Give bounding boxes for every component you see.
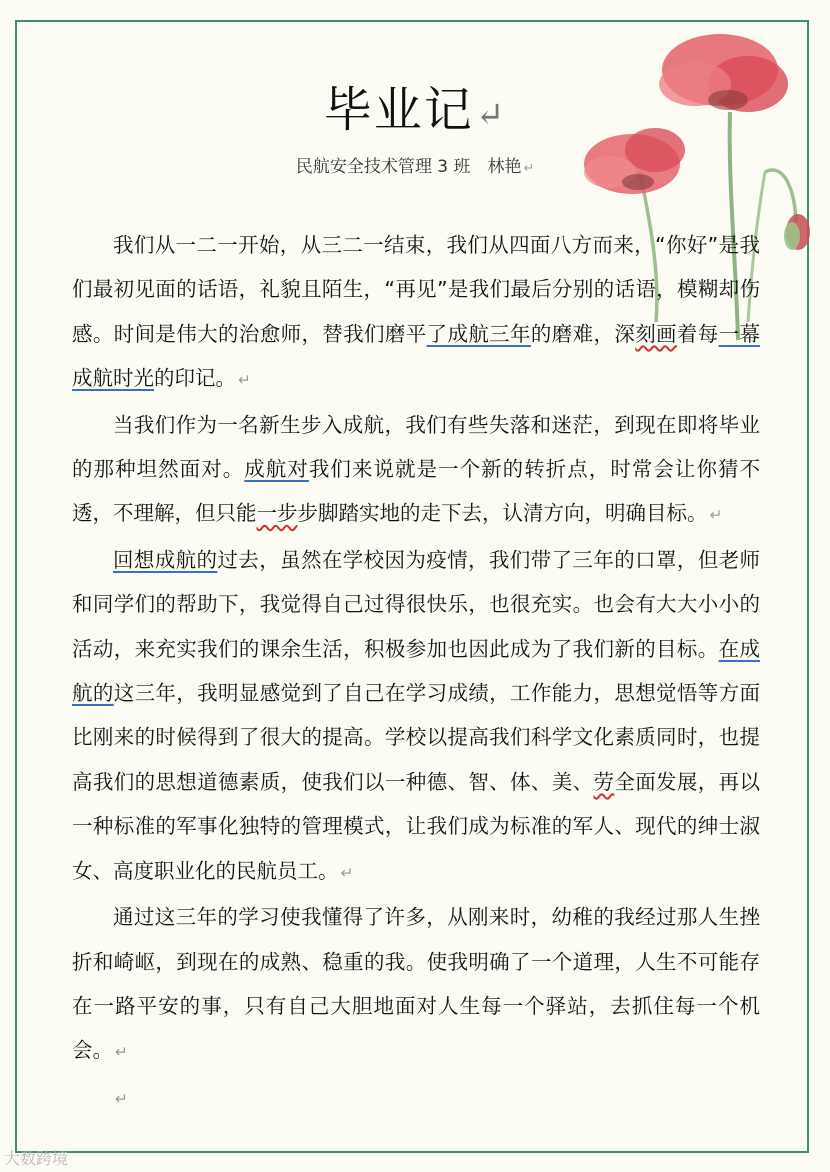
grammar-underline-text: 了成航三年 [426,321,531,346]
paragraph-mark-icon: ↵ [709,506,723,525]
paragraph-text: 全面发展，再以一种标准的军事化独特的管理模式，让我们成为标准的军人、现代的绅士淑女、高度职业化的民航员工。 [72,769,760,883]
spelling-underline-text: 劳 [593,769,615,794]
paragraph [72,895,760,1075]
paragraph-mark-icon: ↵ [115,1089,128,1108]
paragraph-mark-icon: ↵ [523,161,535,176]
paragraph-text: 这三年，我明显感觉到了自己在学习成绩，工作能力，思想觉悟等方面比刚来的时候得到了很大的提高。学校以提高我们科学文化素质同时，也提高我们的思想道德素质，使我们以一种德、智、体、美、 [72,681,760,794]
paragraph-text: 的磨难，深 [530,321,636,346]
paragraph-text: 的印记。 [154,366,236,391]
spelling-underline-text: 刻画 [635,321,677,346]
paragraph [72,403,760,538]
paragraph-mark-icon: ↵ [475,95,507,135]
paragraph-text: 过去，虽然在学校因为疫情，我们带了三年的口罩，但老师和同学们的帮助下，我觉得自己过得很快乐，也很充实。也会有大大小小的活动，来充实我们的课余生活，积极参加也因此成为了我们新的目标。 [72,547,761,661]
grammar-underline-text: 成航对 [244,457,309,482]
paragraph-text: 当我们作为一名新生步入成航，我们有些失落和迷茫，到现在即将毕业的那种坦然面对。 [72,412,760,482]
paragraph-text: 我们来说就是一个新的转折点，时常会让你猜不透，不理解，但只能 [72,457,761,526]
document-subtitle: 民航安全技术管理 3 班 林艳 ↵ [295,157,535,177]
paragraph-text: 着每 [676,321,719,346]
watermark: 大数跨境 [4,1149,69,1168]
grammar-underline-text: 一幕成航时光 [72,321,760,391]
paragraph-text: 通过这三年的学习使我懂得了许多，从刚来时，幼稚的我经过那人生挫折和崎岖，到现在的成熟、稳重的我。使我明确了一个道理，人生不可能存在一路平安的事，只有自己大胆地面对人生每一个驿站，去抓住每一个机会。 [72,905,760,1063]
paragraph [72,223,760,403]
grammar-underline-text: 回想成航的 [113,547,218,572]
grammar-underline-text: 在成航的 [72,636,760,706]
document-title: 毕业记↵ [323,82,507,138]
paragraph-text: 我们从一二一开始，从三二一结束，我们从四面八方而来，“你好”是我们最初见面的话语，礼貌且陌生，“再见”是我们最后分别的话语，模糊却伤感。时间是伟大的治愈师，替我们磨平 [72,233,760,346]
paragraph-mark-icon: ↵ [115,1043,128,1062]
paragraph [72,538,760,895]
paragraph-mark-icon: ↵ [340,863,354,882]
empty-paragraph [72,1075,760,1119]
document-body [72,223,760,1119]
paragraph-text: 步脚踏实地的走下去，认清方向，明确目标。 [297,501,708,526]
paragraph-mark-icon: ↵ [238,371,251,390]
spelling-underline-text: 一步 [256,501,298,526]
